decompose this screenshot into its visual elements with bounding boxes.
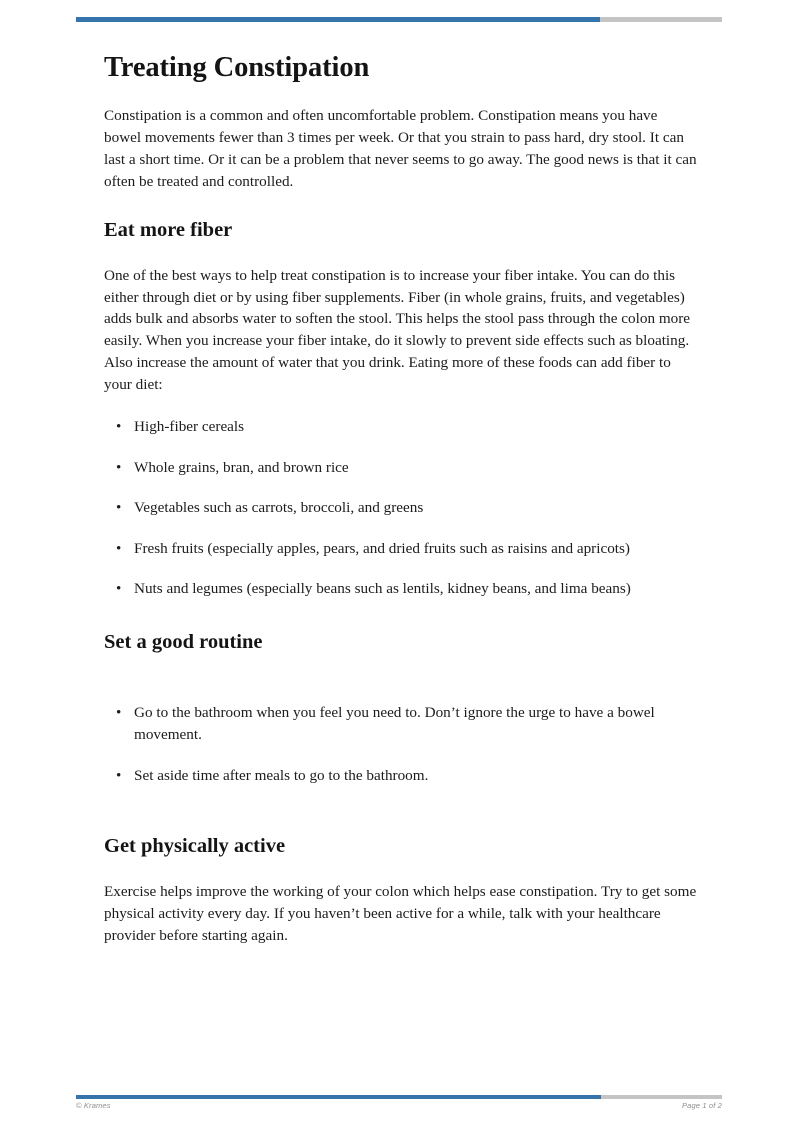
header-rule-grey-segment [600, 17, 722, 22]
page-title: Treating Constipation [104, 52, 370, 83]
section-heading-get-physically-active: Get physically active [104, 835, 286, 858]
list-item [104, 416, 698, 438]
page-number: Page 1 of 2 [681, 1101, 722, 1110]
bullet-icon: • [116, 499, 122, 517]
list-item [104, 578, 698, 600]
bullet-icon: • [116, 417, 122, 435]
intro-paragraph: Constipation is a common and often uncomfortable problem. Constipation means you have bowel movements fewer than 3 times per week. Or that you strain to pass hard, dry stool. It can last a short time. Or it can be a problem that never seems to go away. The good news is that it can often be treated and controlled. [104, 107, 697, 191]
copyright-notice: © Krames [76, 1101, 111, 1110]
document-content [104, 52, 698, 946]
list-item-label: Go to the bathroom when you feel you need to. Don’t ignore the urge to have a bowel movement. [134, 704, 655, 744]
footer [76, 1101, 722, 1110]
list-item-label: Vegetables such as carrots, broccoli, and greens [134, 499, 424, 517]
list-item [104, 457, 698, 479]
footer-rule-blue-segment [76, 1095, 601, 1099]
list-item-label: Whole grains, bran, and brown rice [134, 458, 349, 476]
bullet-icon: • [116, 458, 122, 476]
section-heading-set-a-good-routine: Set a good routine [104, 630, 263, 653]
list-item-label: Fresh fruits (especially apples, pears, and dried fruits such as raisins and apricots) [134, 539, 630, 557]
header-rule [76, 17, 722, 22]
list-item-label: High-fiber cereals [134, 417, 245, 435]
routine-list [104, 702, 698, 786]
bullet-icon: • [116, 704, 122, 722]
fiber-paragraph: One of the best ways to help treat constipation is to increase your fiber intake. You can do this either through diet or by using fiber supplements. Fiber (in whole grains, fruits, and vegetables) adds bulk and absorbs water to soften the stool. This helps the stool pass through the colon more easily. When you increase your fiber intake, do it slowly to prevent side effects such as bloating. Also increase the amount of water that you drink. Eating more of these foods can add fiber to your diet: [104, 266, 691, 394]
section-heading-eat-more-fiber: Eat more fiber [104, 219, 233, 242]
active-paragraph: Exercise helps improve the working of your colon which helps ease constipation. Try to get some physical activity every day. If you haven’t been active for a while, talk with your healthcare provider before starting again. [104, 882, 697, 944]
header-rule-blue-segment [76, 17, 600, 22]
footer-rule [76, 1095, 722, 1099]
list-item-label: Set aside time after meals to go to the bathroom. [134, 766, 429, 784]
list-item [104, 765, 698, 787]
bullet-icon: • [116, 766, 122, 784]
list-item [104, 497, 698, 519]
list-item [104, 702, 698, 745]
bullet-icon: • [116, 580, 122, 598]
footer-rule-grey-segment [601, 1095, 722, 1099]
list-item [104, 538, 698, 560]
list-item-label: Nuts and legumes (especially beans such as lentils, kidney beans, and lima beans) [134, 580, 631, 598]
bullet-icon: • [116, 539, 122, 557]
fiber-food-list [104, 416, 698, 600]
